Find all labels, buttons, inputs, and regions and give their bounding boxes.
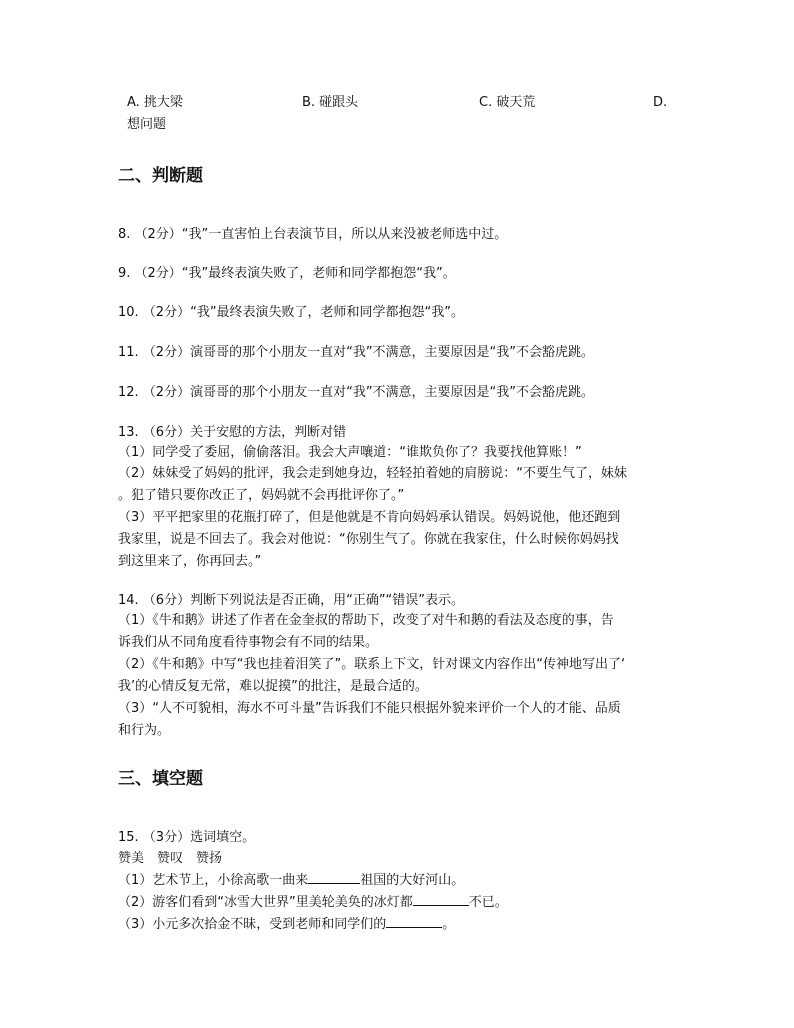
question-14-line: 诉我们从不同角度看待事物会有不同的结果。 bbox=[118, 635, 379, 650]
item-1-text-before: （1）艺术节上，小徐高歌一曲来 bbox=[118, 873, 309, 888]
question-13-line: 到这里来了，你再回去。” bbox=[118, 554, 262, 569]
item-3-text-before: （3）小元多次拾金不昧，受到老师和同学们的 bbox=[118, 917, 387, 932]
option-b: B. 碰跟头 bbox=[302, 95, 359, 110]
question-14-line: （3）“人不可貌相，海水不可斗量”告诉我们不能只根据外貌来评价一个人的才能、品质 bbox=[118, 701, 621, 716]
item-1-text-after: 祖国的大好河山。 bbox=[360, 873, 465, 888]
answer-blank[interactable] bbox=[413, 893, 469, 906]
option-c: C. 破天荒 bbox=[479, 95, 536, 110]
item-3-text-after: 。 bbox=[442, 917, 456, 932]
option-d-letter: D. bbox=[653, 95, 668, 110]
question-8: 8. （2分）“我”一直害怕上台表演节目，所以从来没被老师选中过。 bbox=[118, 227, 508, 242]
question-12: 12. （2分）演哥哥的那个小朋友一直对“我”不满意，主要原因是“我”不会豁虎跳。 bbox=[118, 385, 595, 400]
option-d-text: 想问题 bbox=[127, 117, 167, 132]
answer-blank[interactable] bbox=[386, 915, 442, 928]
question-14-stem: 14. （6分）判断下列说法是否正确，用“正确”“错误”表示。 bbox=[118, 593, 465, 608]
question-9: 9. （2分）“我”最终表演失败了，老师和同学都抱怨“我”。 bbox=[118, 266, 456, 281]
option-a: A. 挑大梁 bbox=[127, 95, 183, 110]
question-13-line: 。犯了错只要你改正了，妈妈就不会再批评你了。” bbox=[118, 488, 405, 503]
question-13-line: （2）妹妹受了妈妈的批评，我会走到她身边，轻轻拍着她的肩膀说：“不要生气了，妹妹 bbox=[118, 466, 628, 481]
question-15-item-3 bbox=[118, 915, 455, 935]
question-14-line: （2）《牛和鹅》中写“我也挂着泪笑了”。联系上下文，针对课文内容作出“传神地写出了‘ bbox=[118, 657, 626, 672]
question-15-item-2 bbox=[118, 893, 508, 913]
section-title-judgment: 二、判断题 bbox=[118, 166, 203, 186]
question-10: 10. （2分）“我”最终表演失败了，老师和同学都抱怨“我”。 bbox=[118, 305, 465, 320]
question-14-line: 我’的心情反复无常，难以捉摸”的批注，是最合适的。 bbox=[118, 679, 428, 694]
section-title-fill-blank: 三、填空题 bbox=[118, 769, 203, 789]
word-bank: 赞美 赞叹 赞扬 bbox=[118, 851, 223, 866]
question-14-line: 和行为。 bbox=[118, 723, 171, 738]
question-13-line: 我家里，说是不回去了。我会对他说：“你别生气了。你就在我家住，什么时候你妈妈找 bbox=[118, 532, 619, 547]
question-15-item-1 bbox=[118, 871, 464, 891]
question-13-line: （1）同学受了委屈，偷偷落泪。我会大声嚷道：“谁欺负你了？我要找他算账！” bbox=[118, 445, 582, 460]
question-11: 11. （2分）演哥哥的那个小朋友一直对“我”不满意，主要原因是“我”不会豁虎跳。 bbox=[118, 345, 595, 360]
item-2-text-before: （2）游客们看到“冰雪大世界”里美轮美奂的冰灯都 bbox=[118, 895, 413, 910]
question-14-line: （1）《牛和鹅》讲述了作者在金奎叔的帮助下，改变了对牛和鹅的看法及态度的事，告 bbox=[118, 613, 614, 628]
item-2-text-after: 不已。 bbox=[468, 895, 508, 910]
question-13-stem: 13. （6分）关于安慰的方法，判断对错 bbox=[118, 425, 347, 440]
answer-blank[interactable] bbox=[308, 871, 360, 884]
question-15-stem: 15. （3分）选词填空。 bbox=[118, 830, 256, 845]
question-13-line: （3）平平把家里的花瓶打碎了，但是他就是不肯向妈妈承认错误。妈妈说他，他还跑到 bbox=[118, 510, 621, 525]
